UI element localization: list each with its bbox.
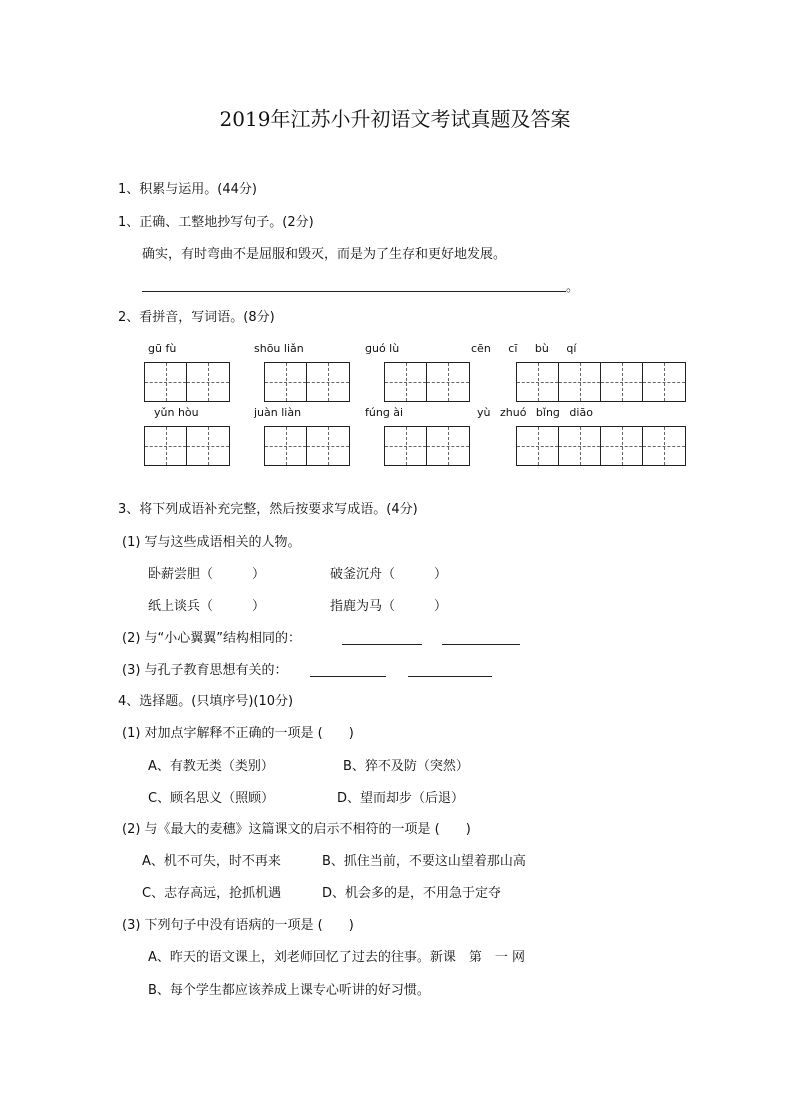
subquestion: (3) 与孔子教育思想有关的： [122, 663, 288, 678]
option: D、机会多的是，不用急于定夺 [322, 886, 502, 901]
pinyin-label: shōu liǎn [254, 342, 304, 355]
copy-sentence: 确实，有时弯曲不是屈服和毁灭，而是为了生存和更好地发展。 [142, 247, 507, 262]
question-2-heading: 2、看拼音，写词语。(8分) [118, 310, 275, 325]
idiom-item: 卧薪尝胆（ ） [148, 567, 266, 582]
subquestion: (2) 与《最大的麦穗》这篇课文的启示不相符的一项是 ( ) [122, 822, 471, 837]
subquestion: (2) 与“小心翼翼”结构相同的： [122, 631, 302, 646]
option: A、昨天的语文课上，刘老师回忆了过去的往事。新课 第 一 网 [148, 950, 526, 965]
option: C、顾名思义（照顾） [148, 791, 275, 806]
idiom-item: 指鹿为马（ ） [330, 599, 448, 614]
subquestion: (1) 对加点字解释不正确的一项是 ( ) [122, 726, 354, 741]
option: C、志存高远，抢抓机遇 [142, 886, 282, 901]
section-heading: 1、积累与运用。(44分) [118, 182, 257, 197]
pinyin-label: gū fù [148, 342, 177, 355]
subquestion: (3) 下列句子中没有语病的一项是 ( ) [122, 918, 354, 933]
writing-grid[interactable] [144, 426, 230, 466]
writing-grid[interactable] [384, 362, 470, 402]
writing-grid[interactable] [516, 426, 686, 466]
pinyin-label: cēn cī bù qí [471, 342, 577, 355]
answer-line[interactable] [408, 676, 492, 677]
pinyin-label: yǔn hòu [154, 406, 199, 419]
subquestion: (1) 写与这些成语相关的人物。 [122, 535, 301, 550]
option: A、机不可失，时不再来 [142, 854, 281, 869]
writing-grid[interactable] [384, 426, 470, 466]
pinyin-label: juàn liàn [254, 406, 302, 419]
end-mark: 。 [566, 280, 580, 295]
writing-grid[interactable] [516, 362, 686, 402]
answer-line[interactable] [442, 644, 520, 645]
option: D、望而却步（后退） [337, 791, 465, 806]
question-1-heading: 1、正确、工整地抄写句子。(2分) [118, 215, 314, 230]
option: B、每个学生都应该养成上课专心听讲的好习惯。 [148, 983, 430, 998]
pinyin-label: fúnɡ ài [365, 406, 404, 419]
pinyin-label: ɡuó lù [365, 342, 400, 355]
page-title: 2019年江苏小升初语文考试真题及答案 [219, 107, 571, 131]
option: B、猝不及防（突然） [343, 759, 469, 774]
copy-answer-line[interactable] [142, 291, 566, 292]
idiom-item: 破釜沉舟（ ） [330, 567, 448, 582]
question-4-heading: 4、选择题。(只填序号)(10分) [118, 694, 294, 709]
writing-grid[interactable] [264, 362, 350, 402]
idiom-item: 纸上谈兵（ ） [148, 599, 266, 614]
option: B、抓住当前，不要这山望着那山高 [322, 854, 526, 869]
answer-line[interactable] [310, 676, 386, 677]
writing-grid[interactable] [264, 426, 350, 466]
option: A、有教无类（类别） [148, 759, 274, 774]
question-3-heading: 3、将下列成语补充完整，然后按要求写成语。(4分) [118, 502, 418, 517]
pinyin-label: yù zhuó bǐnɡ diāo [477, 406, 593, 419]
answer-line[interactable] [342, 644, 422, 645]
writing-grid[interactable] [144, 362, 230, 402]
